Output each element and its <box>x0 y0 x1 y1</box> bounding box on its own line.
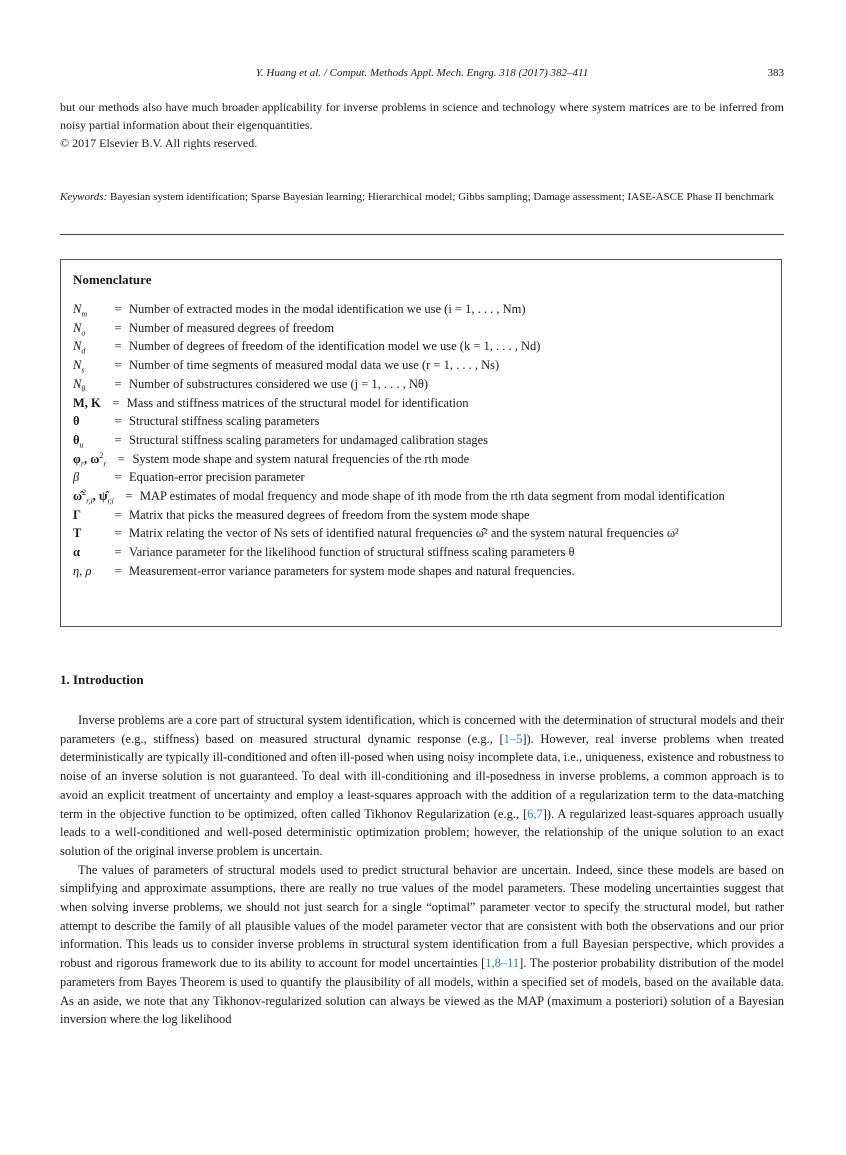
nomenclature-entry <box>73 356 771 375</box>
citation-link[interactable]: 6,7 <box>527 806 543 821</box>
nomenclature-definition: Number of measured degrees of freedom <box>129 320 335 335</box>
nomenclature-symbol: Γ <box>73 507 81 522</box>
citation-link[interactable]: 1,8–11 <box>485 956 520 971</box>
equals-sign: = <box>114 470 122 485</box>
nomenclature-entry <box>73 450 771 469</box>
nomenclature-definition: Variance parameter for the likelihood function of structural stiffness scaling parameters θ <box>129 545 575 560</box>
equals-sign: = <box>114 563 122 578</box>
nomenclature-symbol: $N_\theta$ <box>73 376 86 394</box>
section-heading-introduction: 1. Introduction <box>60 672 144 687</box>
divider-rule <box>60 234 784 235</box>
nomenclature-entry <box>73 562 771 581</box>
paragraph-text: Inverse problems are a core part of structural system identification, which is concerned with the determination of structural models and their parameters (e.g., stiffness) based on measured structural dynamic response (e.g., [ <box>60 713 784 746</box>
citation-link[interactable]: 1–5 <box>503 731 523 746</box>
equals-sign: = <box>114 526 122 541</box>
paragraph-text: ]). However, real inverse problems when treated deterministically are typically ill-conditioned and often ill-posed when using noisy incomplete data, i.e., uniqueness, existence and robustness to noise of an inverse solution is not guaranteed. To deal with ill-conditioning and ill-posedness in inverse problems, a common approach is to avoid an explicit treatment of uncertainty and employ a least-squares approach with the addition of a regularization term to the data-matching term in the objective function to be optimized, often called Tikhonov Regularization (e.g., [ <box>60 731 784 821</box>
nomenclature-entry <box>73 375 771 394</box>
nomenclature-symbol: η, ρ <box>73 563 92 578</box>
paragraph-text: ]. The posterior probability distribution of the model parameters from Bayes Theorem is used to quantify the plausibility of all models, within a specified set of models, based on the available data. As an aside, we note that any Tikhonov-regularized solution can always be viewed as the MAP (maximum a posteriori) solution of a Bayesian inversion where the log likelihood <box>60 956 784 1027</box>
nomenclature-symbol: $N_s$ <box>73 358 85 375</box>
nomenclature-symbol: θ <box>73 414 80 429</box>
nomenclature-entry <box>73 300 771 319</box>
paragraph-text: ]). A regularized least-squares approach usually leads to a well-conditioned and well-posed deterministic optimization problem; however, the relationship of the unique solution to an exact solution of the original inverse problem is uncertain. <box>60 806 784 858</box>
nomenclature-entry <box>73 319 771 338</box>
paragraph-text: The values of parameters of structural models used to predict structural behavior are uncertain. Indeed, since these models are based on simplifying and approximate assumptions, there are really no true values of the model parameters. These modeling uncertainties suggest that when solving inverse problems, we should not just search for a single “optimal” parameter vector to specify the structural model, but rather attempt to describe the family of all plausible values of the model parameter vector that are consistent with both the observations and our prior information. This leads us to consider inverse problems in structural system identification from a full Bayesian perspective, which provides a robust and rigorous framework due to its ability to account for model uncertainties [ <box>60 862 784 971</box>
nomenclature-entry <box>73 487 771 506</box>
paragraph <box>60 711 784 861</box>
introduction-body <box>60 711 784 1029</box>
nomenclature-entry <box>73 337 771 356</box>
nomenclature-definition: Mass and stiffness matrices of the structural model for identification <box>126 395 469 410</box>
nomenclature-entry <box>73 431 771 450</box>
nomenclature-definition: Number of extracted modes in the modal identification we use (i = 1, . . . , Nm) <box>129 302 526 316</box>
equals-sign: = <box>114 376 122 391</box>
nomenclature-symbol: $\theta_u$ <box>73 432 84 450</box>
nomenclature-definition: Measurement-error variance parameters for system mode shapes and natural frequencies. <box>129 563 575 578</box>
equals-sign: = <box>114 545 122 560</box>
copyright-notice: © 2017 Elsevier B.V. All rights reserved. <box>60 136 258 150</box>
equals-sign: = <box>114 320 122 335</box>
nomenclature-definition: Structural stiffness scaling parameters <box>129 414 320 429</box>
nomenclature-definition: Structural stiffness scaling parameters for undamaged calibration stages <box>129 432 489 447</box>
nomenclature-definition: Number of degrees of freedom of the identification model we use (k = 1, . . . , Nd) <box>129 339 541 354</box>
nomenclature-definition: Matrix that picks the measured degrees of freedom from the system mode shape <box>129 507 530 522</box>
nomenclature-symbol: M, K <box>73 395 101 410</box>
abstract-text: but our methods also have much broader applicability for inverse problems in science and technology where system matrices are to be inferred from noisy partial information about their eigenquantities. <box>60 100 784 132</box>
keywords-text: Bayesian system identification; Sparse Bayesian learning; Hierarchical model; Gibbs sampling; Damage assessment; IASE-ASCE Phase II benchmark <box>110 191 774 203</box>
nomenclature-entry <box>73 543 771 562</box>
equals-sign: = <box>114 507 122 522</box>
nomenclature-definition: Number of time segments of measured modal data we use (r = 1, . . . , Ns) <box>129 358 500 373</box>
page-number: 383 <box>767 67 784 79</box>
keywords-label: Keywords: <box>60 191 108 203</box>
nomenclature-definition: Number of substructures considered we use (j = 1, . . . , Nθ) <box>129 376 429 391</box>
nomenclature-entry <box>73 506 771 525</box>
equals-sign: = <box>114 358 122 373</box>
nomenclature-title: Nomenclature <box>73 272 152 287</box>
nomenclature-symbol: $\varphi_r$, $\omega^2_r$ <box>73 450 107 469</box>
nomenclature-symbol: T <box>73 526 82 541</box>
nomenclature-symbol: $N_o$ <box>73 320 86 338</box>
nomenclature-entry <box>73 468 771 487</box>
nomenclature-symbol: ω̂$^2_{r,i}$, $\psî_{r,i}$ <box>73 487 114 506</box>
equals-sign: = <box>125 489 133 504</box>
nomenclature-definition: System mode shape and system natural frequencies of the rth mode <box>132 451 470 466</box>
nomenclature-symbol: $N_m$ <box>73 302 88 319</box>
nomenclature-definition: Matrix relating the vector of Ns sets of identified natural frequencies ω̂² and the system natural frequencies ω² <box>129 526 679 541</box>
nomenclature-box <box>60 259 782 627</box>
equals-sign: = <box>114 414 122 429</box>
equals-sign: = <box>114 302 122 316</box>
equals-sign: = <box>112 395 120 410</box>
nomenclature-symbol: $N_d$ <box>73 339 86 356</box>
keywords <box>60 188 784 206</box>
equals-sign: = <box>114 432 122 447</box>
nomenclature-entry <box>73 394 771 413</box>
equals-sign: = <box>114 339 122 354</box>
nomenclature-definition: MAP estimates of modal frequency and mode shape of ith mode from the rth data segment from modal identification <box>139 489 725 504</box>
nomenclature-definition: Equation-error precision parameter <box>129 470 305 485</box>
nomenclature-entry <box>73 412 771 431</box>
nomenclature-entry <box>73 524 771 543</box>
paragraph <box>60 861 784 1029</box>
nomenclature-symbol: β <box>73 470 80 485</box>
running-head: Y. Huang et al. / Comput. Methods Appl. Mech. Engrg. 318 (2017) 382–411 <box>255 67 589 79</box>
equals-sign: = <box>117 451 125 466</box>
abstract-tail <box>60 98 784 152</box>
nomenclature-list <box>73 300 771 581</box>
nomenclature-symbol: α <box>73 545 80 560</box>
